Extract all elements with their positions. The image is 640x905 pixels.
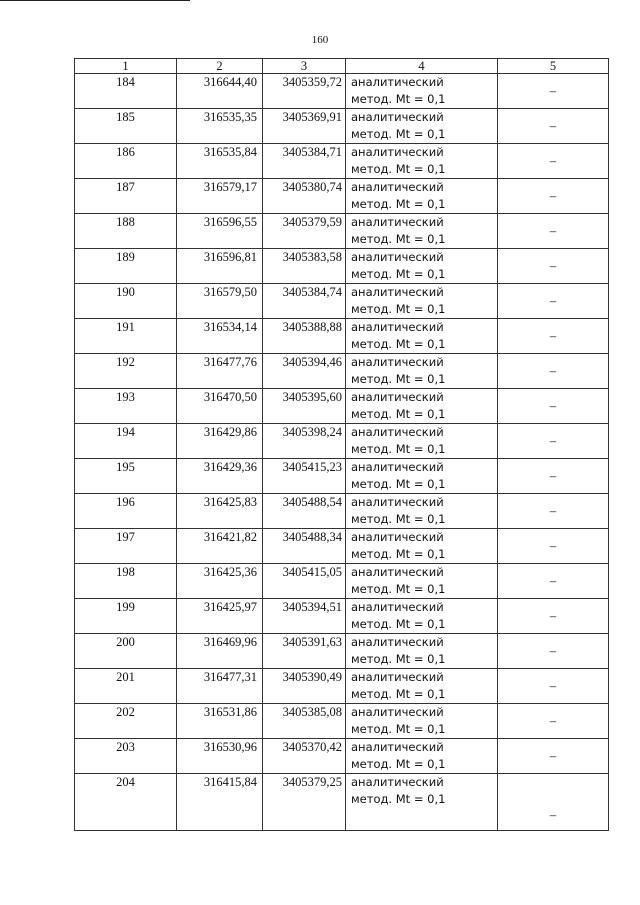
- cell-method: [346, 74, 498, 109]
- table-row: [75, 599, 609, 634]
- cell-point-number: 190: [75, 284, 177, 319]
- cell-x-coordinate: 316415,84: [177, 774, 263, 831]
- method-line-2: метод. Mt = 0,1: [351, 722, 446, 736]
- table-row: [75, 424, 609, 459]
- table-row: [75, 669, 609, 704]
- cell-x-coordinate: 316425,36: [177, 564, 263, 599]
- table-row: [75, 529, 609, 564]
- table-row: [75, 179, 609, 214]
- cell-x-coordinate: 316425,83: [177, 494, 263, 529]
- method-line-1: аналитический: [351, 740, 444, 754]
- method-line-1: аналитический: [351, 775, 444, 789]
- method-line-1: аналитический: [351, 495, 444, 509]
- cell-note: –: [498, 389, 609, 424]
- cell-note: –: [498, 704, 609, 739]
- method-line-1: аналитический: [351, 635, 444, 649]
- table-row: [75, 564, 609, 599]
- cell-method: [346, 109, 498, 144]
- cell-y-coordinate: 3405398,24: [263, 424, 346, 459]
- method-line-1: аналитический: [351, 180, 444, 194]
- cell-point-number: 199: [75, 599, 177, 634]
- method-line-1: аналитический: [351, 600, 444, 614]
- method-line-2: метод. Mt = 0,1: [351, 477, 446, 491]
- cell-note: –: [498, 739, 609, 774]
- method-line-2: метод. Mt = 0,1: [351, 512, 446, 526]
- method-line-2: метод. Mt = 0,1: [351, 92, 446, 106]
- table-row: [75, 774, 609, 831]
- cell-method: [346, 739, 498, 774]
- cell-note: –: [498, 354, 609, 389]
- cell-y-coordinate: 3405385,08: [263, 704, 346, 739]
- cell-point-number: 187: [75, 179, 177, 214]
- cell-method: [346, 319, 498, 354]
- cell-y-coordinate: 3405379,59: [263, 214, 346, 249]
- cell-point-number: 194: [75, 424, 177, 459]
- cell-x-coordinate: 316425,97: [177, 599, 263, 634]
- cell-y-coordinate: 3405488,34: [263, 529, 346, 564]
- cell-point-number: 192: [75, 354, 177, 389]
- method-line-1: аналитический: [351, 250, 444, 264]
- cell-x-coordinate: 316579,50: [177, 284, 263, 319]
- method-line-1: аналитический: [351, 425, 444, 439]
- header-col-3: 3: [263, 59, 346, 74]
- method-line-1: аналитический: [351, 75, 444, 89]
- cell-point-number: 186: [75, 144, 177, 179]
- table-header: [75, 59, 609, 74]
- cell-method: [346, 564, 498, 599]
- cell-note: –: [498, 529, 609, 564]
- method-line-2: метод. Mt = 0,1: [351, 442, 446, 456]
- cell-y-coordinate: 3405395,60: [263, 389, 346, 424]
- cell-point-number: 188: [75, 214, 177, 249]
- cell-y-coordinate: 3405388,88: [263, 319, 346, 354]
- cell-note: –: [498, 669, 609, 704]
- cell-point-number: 193: [75, 389, 177, 424]
- table-row: [75, 704, 609, 739]
- cell-method: [346, 249, 498, 284]
- cell-x-coordinate: 316429,36: [177, 459, 263, 494]
- cell-method: [346, 774, 498, 831]
- cell-method: [346, 459, 498, 494]
- cell-y-coordinate: 3405394,46: [263, 354, 346, 389]
- cell-note: –: [498, 319, 609, 354]
- cell-method: [346, 214, 498, 249]
- cell-note: –: [498, 774, 609, 831]
- method-line-2: метод. Mt = 0,1: [351, 232, 446, 246]
- cell-point-number: 201: [75, 669, 177, 704]
- table-row: [75, 249, 609, 284]
- method-line-2: метод. Mt = 0,1: [351, 687, 446, 701]
- cell-note: –: [498, 109, 609, 144]
- method-line-2: метод. Mt = 0,1: [351, 547, 446, 561]
- method-line-2: метод. Mt = 0,1: [351, 407, 446, 421]
- method-line-1: аналитический: [351, 565, 444, 579]
- method-line-2: метод. Mt = 0,1: [351, 127, 446, 141]
- cell-y-coordinate: 3405370,42: [263, 739, 346, 774]
- cell-y-coordinate: 3405379,25: [263, 774, 346, 831]
- cell-x-coordinate: 316477,76: [177, 354, 263, 389]
- cell-y-coordinate: 3405384,71: [263, 144, 346, 179]
- table-body: [75, 74, 609, 831]
- cell-note: –: [498, 74, 609, 109]
- table-row: [75, 354, 609, 389]
- cell-x-coordinate: 316535,35: [177, 109, 263, 144]
- method-line-2: метод. Mt = 0,1: [351, 302, 446, 316]
- header-col-5: 5: [498, 59, 609, 74]
- cell-method: [346, 634, 498, 669]
- method-line-2: метод. Mt = 0,1: [351, 267, 446, 281]
- method-line-1: аналитический: [351, 215, 444, 229]
- cell-note: –: [498, 494, 609, 529]
- table-row: [75, 214, 609, 249]
- cell-note: –: [498, 564, 609, 599]
- cell-x-coordinate: 316530,96: [177, 739, 263, 774]
- method-line-1: аналитический: [351, 110, 444, 124]
- table-row: [75, 494, 609, 529]
- cell-point-number: 197: [75, 529, 177, 564]
- header-col-4: 4: [346, 59, 498, 74]
- header-row: [75, 59, 609, 74]
- header-col-1: 1: [75, 59, 177, 74]
- cell-x-coordinate: 316429,86: [177, 424, 263, 459]
- method-line-2: метод. Mt = 0,1: [351, 197, 446, 211]
- method-line-1: аналитический: [351, 390, 444, 404]
- cell-x-coordinate: 316531,86: [177, 704, 263, 739]
- table-row: [75, 109, 609, 144]
- cell-y-coordinate: 3405384,74: [263, 284, 346, 319]
- table-row: [75, 634, 609, 669]
- method-line-2: метод. Mt = 0,1: [351, 372, 446, 386]
- table-row: [75, 389, 609, 424]
- cell-x-coordinate: 316596,55: [177, 214, 263, 249]
- cell-x-coordinate: 316596,81: [177, 249, 263, 284]
- cell-point-number: 200: [75, 634, 177, 669]
- cell-point-number: 196: [75, 494, 177, 529]
- cell-point-number: 185: [75, 109, 177, 144]
- method-line-1: аналитический: [351, 670, 444, 684]
- cell-note: –: [498, 214, 609, 249]
- cell-point-number: 184: [75, 74, 177, 109]
- table-row: [75, 319, 609, 354]
- table-row: [75, 284, 609, 319]
- cell-point-number: 195: [75, 459, 177, 494]
- cell-method: [346, 284, 498, 319]
- cell-method: [346, 389, 498, 424]
- cell-x-coordinate: 316534,14: [177, 319, 263, 354]
- cell-point-number: 202: [75, 704, 177, 739]
- cell-note: –: [498, 284, 609, 319]
- cell-y-coordinate: 3405488,54: [263, 494, 346, 529]
- cell-note: –: [498, 424, 609, 459]
- cell-x-coordinate: 316644,40: [177, 74, 263, 109]
- cell-point-number: 189: [75, 249, 177, 284]
- cell-point-number: 203: [75, 739, 177, 774]
- table-row: [75, 459, 609, 494]
- cell-x-coordinate: 316469,96: [177, 634, 263, 669]
- coordinates-table: [74, 58, 609, 831]
- cell-x-coordinate: 316579,17: [177, 179, 263, 214]
- header-col-2: 2: [177, 59, 263, 74]
- cell-method: [346, 144, 498, 179]
- cell-y-coordinate: 3405390,49: [263, 669, 346, 704]
- cell-method: [346, 354, 498, 389]
- method-line-1: аналитический: [351, 530, 444, 544]
- cell-x-coordinate: 316421,82: [177, 529, 263, 564]
- method-line-2: метод. Mt = 0,1: [351, 337, 446, 351]
- method-line-1: аналитический: [351, 285, 444, 299]
- top-rule: [0, 0, 190, 1]
- method-line-2: метод. Mt = 0,1: [351, 617, 446, 631]
- method-line-1: аналитический: [351, 320, 444, 334]
- table-row: [75, 739, 609, 774]
- cell-y-coordinate: 3405383,58: [263, 249, 346, 284]
- cell-y-coordinate: 3405359,72: [263, 74, 346, 109]
- cell-method: [346, 494, 498, 529]
- cell-x-coordinate: 316535,84: [177, 144, 263, 179]
- method-line-1: аналитический: [351, 705, 444, 719]
- method-line-2: метод. Mt = 0,1: [351, 582, 446, 596]
- cell-y-coordinate: 3405415,05: [263, 564, 346, 599]
- method-line-2: метод. Mt = 0,1: [351, 652, 446, 666]
- cell-point-number: 191: [75, 319, 177, 354]
- cell-method: [346, 704, 498, 739]
- cell-method: [346, 599, 498, 634]
- cell-x-coordinate: 316470,50: [177, 389, 263, 424]
- cell-method: [346, 529, 498, 564]
- cell-method: [346, 179, 498, 214]
- cell-note: –: [498, 459, 609, 494]
- cell-y-coordinate: 3405415,23: [263, 459, 346, 494]
- cell-point-number: 198: [75, 564, 177, 599]
- cell-method: [346, 669, 498, 704]
- cell-x-coordinate: 316477,31: [177, 669, 263, 704]
- cell-y-coordinate: 3405380,74: [263, 179, 346, 214]
- table-row: [75, 144, 609, 179]
- method-line-2: метод. Mt = 0,1: [351, 757, 446, 771]
- method-line-1: аналитический: [351, 355, 444, 369]
- method-line-1: аналитический: [351, 145, 444, 159]
- cell-point-number: 204: [75, 774, 177, 831]
- method-line-1: аналитический: [351, 460, 444, 474]
- method-line-2: метод. Mt = 0,1: [351, 792, 446, 806]
- cell-note: –: [498, 634, 609, 669]
- table-row: [75, 74, 609, 109]
- cell-note: –: [498, 179, 609, 214]
- cell-y-coordinate: 3405369,91: [263, 109, 346, 144]
- cell-method: [346, 424, 498, 459]
- cell-y-coordinate: 3405391,63: [263, 634, 346, 669]
- cell-y-coordinate: 3405394,51: [263, 599, 346, 634]
- page-number: 160: [311, 34, 329, 46]
- method-line-2: метод. Mt = 0,1: [351, 162, 446, 176]
- cell-note: –: [498, 249, 609, 284]
- cell-note: –: [498, 144, 609, 179]
- cell-note: –: [498, 599, 609, 634]
